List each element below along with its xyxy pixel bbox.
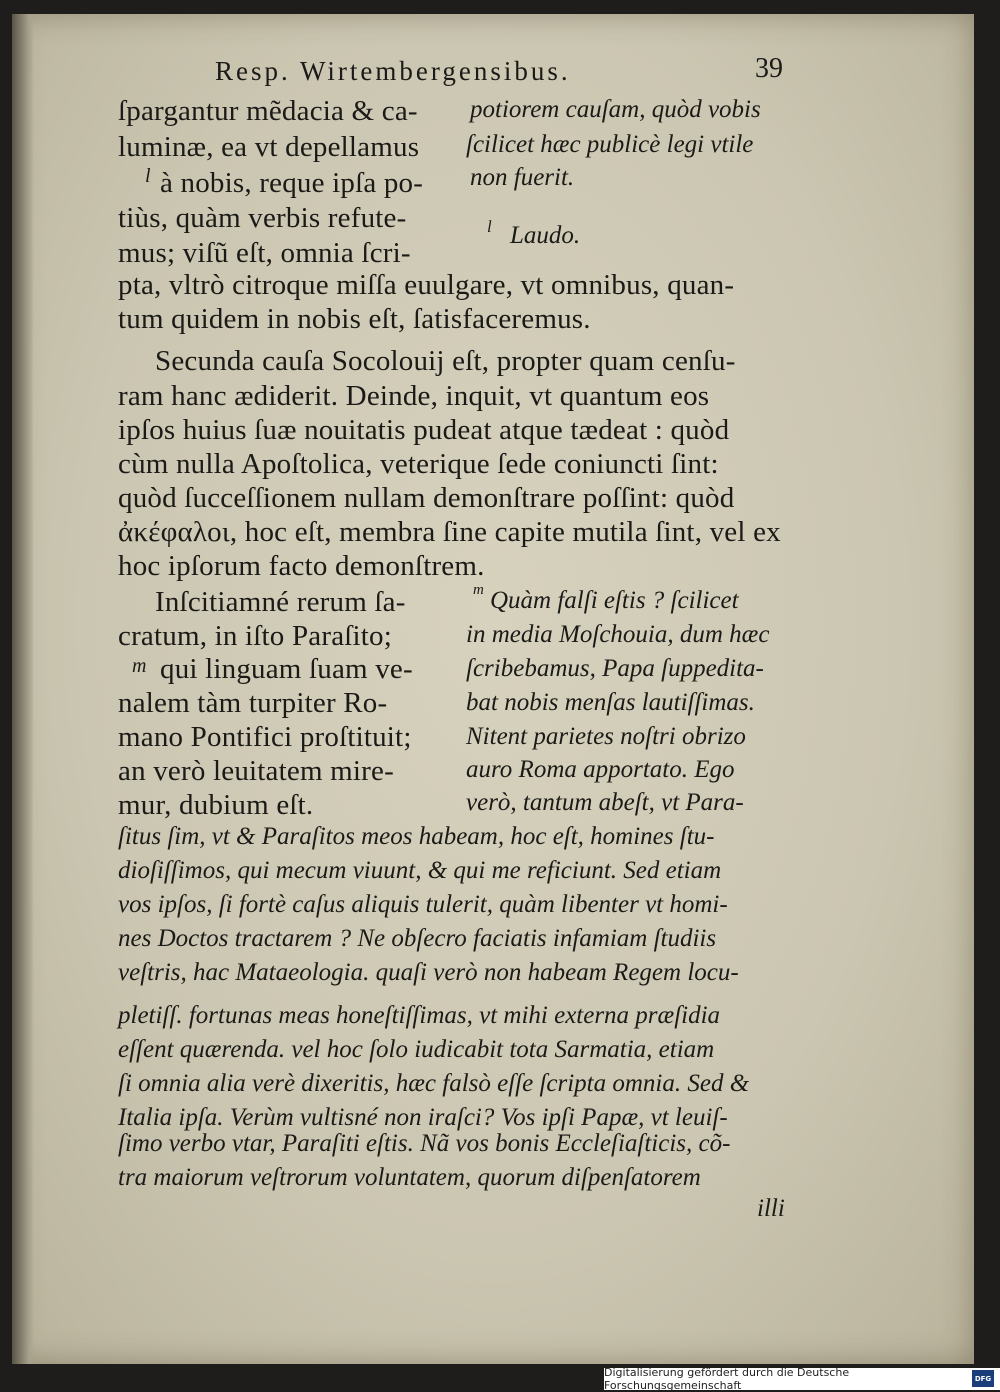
note-line: pletiſſ. fortunas meas honeſtiſſimas, vt mihi externa præſidia: [118, 1002, 721, 1029]
text-line: quòd ſucceſſionem nullam demonſtrare poſſint: quòd: [118, 482, 735, 514]
text-line: mano Pontifici proſtituit;: [118, 721, 412, 753]
note-line: potiorem cauſam, quòd vobis: [470, 96, 761, 123]
note-line: veſtris, hac Mataeologia. quaſi verò non habeam Regem locu-: [118, 959, 739, 986]
note-line: in media Moſchouia, dum hæc: [466, 621, 770, 648]
note-marker: m: [473, 582, 484, 598]
text-line: qui linguam ſuam ve-: [160, 653, 413, 685]
note-line: ſcribebamus, Papa ſuppedita-: [466, 655, 764, 682]
note-line: nes Doctos tractarem ? Ne obſecro faciatis infamiam ſtudiis: [118, 925, 717, 952]
note-line: bat nobis menſas lautiſſimas.: [466, 689, 755, 716]
text-line: ἀκέφαλοι, hoc eſt, membra ſine capite mutila ſint, vel ex: [118, 516, 781, 548]
text-line: ipſos huius ſuæ nouitatis pudeat atque tædeat : quòd: [118, 414, 730, 446]
note-line: ſi omnia alia verè dixeritis, hæc falsò eſſe ſcripta omnia. Sed &: [118, 1070, 750, 1097]
note-line: Nitent parietes noſtri obrizo: [466, 723, 746, 750]
note-line: auro Roma apportato. Ego: [466, 756, 735, 783]
text-line: Inſcitiamné rerum ſa-: [155, 586, 406, 618]
note-line: ſitus ſim, vt & Paraſitos meos habeam, hoc eſt, homines ſtu-: [118, 823, 715, 850]
note-line: Quàm falſi eſtis ? ſcilicet: [490, 587, 739, 614]
text-line: cratum, in iſto Paraſito;: [118, 620, 393, 652]
text-line: tiùs, quàm verbis refute-: [118, 202, 407, 234]
text-line: an verò leuitatem mire-: [118, 755, 394, 787]
text-line: hoc ipſorum facto demonſtrem.: [118, 550, 485, 582]
catchword: illi: [757, 1195, 785, 1222]
note-line: tra maiorum veſtrorum voluntatem, quorum diſpenſatorem: [118, 1164, 701, 1191]
text-line: à nobis, reque ipſa po-: [160, 167, 424, 199]
note-line: ſimo verbo vtar, Paraſiti eſtis. Nã vos bonis Eccleſiaſticis, cõ-: [118, 1130, 731, 1157]
note-line: non fuerit.: [470, 164, 575, 191]
text-line: mur, dubium eſt.: [118, 789, 314, 821]
note-marker: l: [145, 165, 151, 187]
text-line: tum quidem in nobis eſt, ſatisfaceremus.: [118, 303, 591, 335]
text-line: luminæ, ea vt depellamus: [118, 131, 420, 163]
dfg-logo: DFG: [972, 1370, 994, 1387]
text-line: mus; viſũ eſt, omnia ſcri-: [118, 237, 411, 269]
note-line: vos ipſos, ſi fortè caſus aliquis tulerit, quàm libenter vt homi-: [118, 891, 728, 918]
note-line: Italia ipſa. Verùm vultisné non iraſci? Vos ipſi Papæ, vt leuiſ-: [118, 1104, 728, 1131]
funding-text: Digitalisierung gefördert durch die Deutsche Forschungsgemeinschaft: [604, 1366, 850, 1392]
note-line: ſcilicet hæc publicè legi vtile: [466, 131, 754, 158]
text-line: ſpargantur mẽdacia & ca-: [118, 95, 418, 127]
note-line: eſſent quærenda. vel hoc ſolo iudicabit tota Sarmatia, etiam: [118, 1036, 715, 1063]
running-title: Resp. Wirtembergensibus.: [215, 56, 571, 86]
text-line: pta, vltrò citroque miſſa euulgare, vt omnibus, quan-: [118, 269, 735, 301]
note-line: dioſiſſimos, qui mecum viuunt, & qui me reficiunt. Sed etiam: [118, 857, 722, 884]
folio-number: 39: [755, 53, 783, 84]
note-line: verò, tantum abeſt, vt Para-: [466, 789, 744, 816]
text-line: Secunda cauſa Socolouij eſt, propter quam cenſu-: [155, 345, 736, 377]
funding-footer: [604, 1368, 1000, 1390]
note-marker: l: [487, 217, 492, 236]
note-line: Laudo.: [510, 222, 581, 249]
text-line: ram hanc ædiderit. Deinde, inquit, vt quantum eos: [118, 380, 710, 412]
text-line: cùm nulla Apoſtolica, veterique ſede coniuncti ſint:: [118, 448, 719, 480]
text-line: nalem tàm turpiter Ro-: [118, 687, 388, 719]
page-gutter-shadow: [12, 14, 34, 1364]
note-marker: m: [132, 655, 147, 677]
